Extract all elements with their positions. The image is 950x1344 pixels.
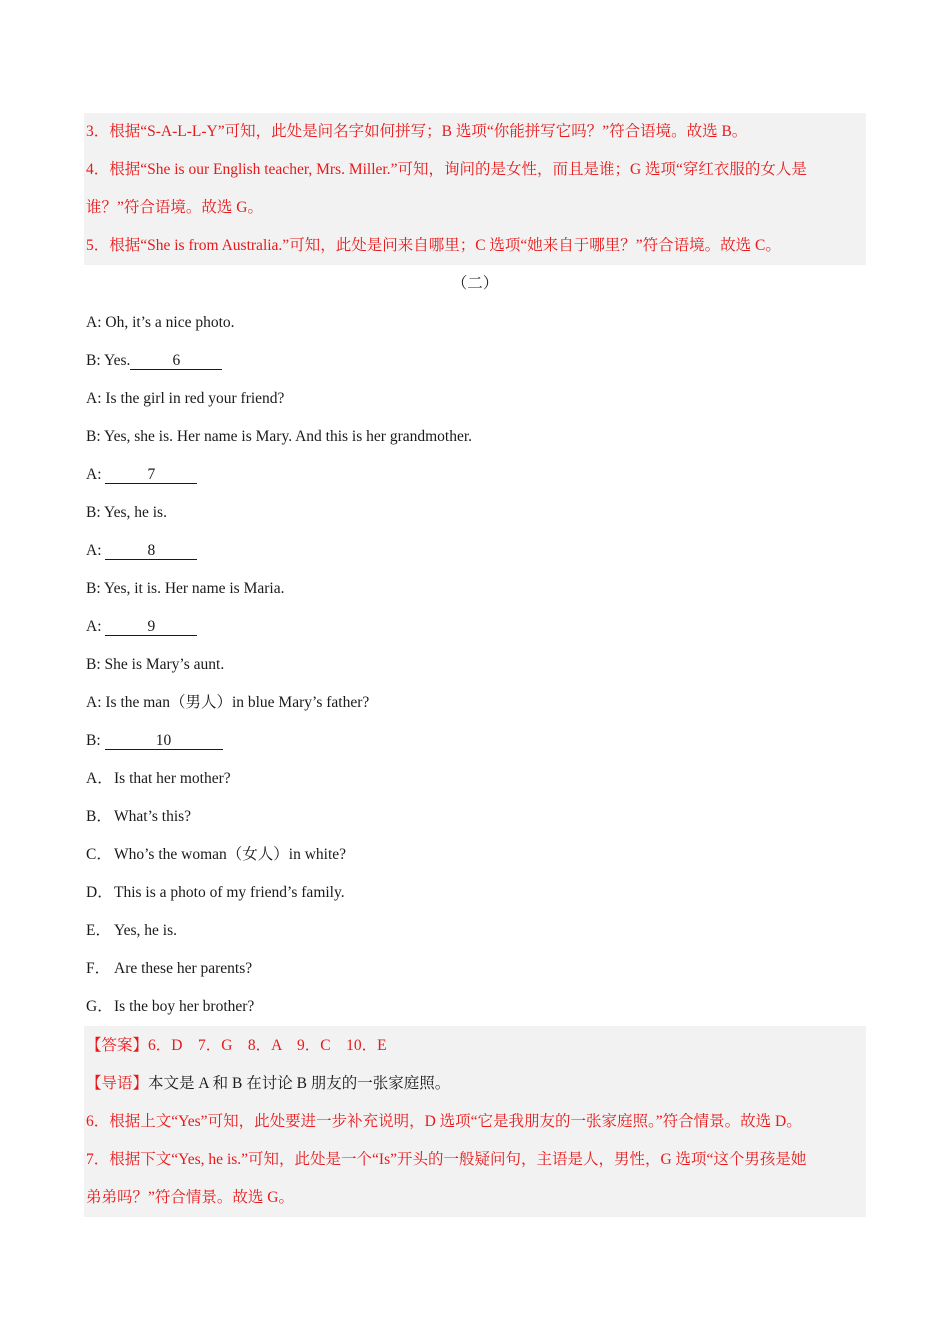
explanation-line: 谁？”符合语境。故选 G。 xyxy=(86,199,263,216)
option-text: Yes, he is. xyxy=(114,922,178,939)
dialogue-text: A: xyxy=(86,466,106,483)
dialogue-line xyxy=(86,570,866,608)
option-letter: G． xyxy=(86,998,113,1015)
option-item xyxy=(86,836,866,874)
option-item xyxy=(86,988,866,1026)
dialogue-line xyxy=(86,304,866,342)
option-text: This is a photo of my friend’s family. xyxy=(114,884,345,901)
guide-label: 【导语】 xyxy=(86,1075,149,1092)
explanation-line: 6．根据上文“Yes”可知，此处要进一步补充说明，D 选项“它是我朋友的一张家庭照。”符合情景。故选 D。 xyxy=(86,1113,802,1130)
option-text: Is the boy her brother? xyxy=(114,998,255,1015)
option-letter: D． xyxy=(86,884,113,901)
dialogue-text: A: xyxy=(86,542,106,559)
option-text: Is that her mother? xyxy=(114,770,231,787)
guide-line xyxy=(86,1065,866,1103)
option-letter: A． xyxy=(86,770,113,787)
explanation-line: 3．根据“S-A-L-L-Y”可知，此处是问名字如何拼写；B 选项“你能拼写它吗？”符合语境。故选 B。 xyxy=(86,123,748,140)
option-letter: E． xyxy=(86,922,111,939)
dialogue-text: B: Yes, it is. Her name is Maria. xyxy=(86,580,285,597)
option-item xyxy=(86,912,866,950)
dialogue-line xyxy=(86,608,866,646)
option-text: What’s this? xyxy=(114,808,192,825)
dialogue-text: A: Is the girl in red your friend? xyxy=(86,390,285,407)
answer-label: 【答案】 xyxy=(86,1037,149,1054)
explanation-line: 5．根据“She is from Australia.”可知，此处是问来自哪里；C 选项“她来自于哪里？”符合语境。故选 C。 xyxy=(86,237,781,254)
dialogue-text: B: Yes. xyxy=(86,352,131,369)
option-item xyxy=(86,950,866,988)
dialogue-text: A: Is the man（男人）in blue Mary’s father? xyxy=(86,694,370,711)
option-text: Who’s the woman（女人）in white? xyxy=(114,846,347,863)
answer-blank[interactable]: 10 xyxy=(105,733,223,750)
dialogue-line xyxy=(86,532,866,570)
option-item xyxy=(86,760,866,798)
dialogue-line xyxy=(86,418,866,456)
dialogue-text: B: Yes, he is. xyxy=(86,504,167,521)
dialogue-text: A: Oh, it’s a nice photo. xyxy=(86,314,235,331)
dialogue-line xyxy=(86,380,866,418)
answer-blank[interactable]: 6 xyxy=(130,353,222,370)
dialogue-text: B: Yes, she is. Her name is Mary. And this is her grandmother. xyxy=(86,428,473,445)
answer-text: 6．D 7．G 8．A 9．C 10．E xyxy=(148,1037,387,1054)
answer-blank[interactable]: 8 xyxy=(105,543,197,560)
explanation-line: 7．根据下文“Yes, he is.”可知，此处是一个“Is”开头的一般疑问句，主语是人，男性，G 选项“这个男孩是她 xyxy=(86,1151,807,1168)
dialogue-line xyxy=(86,456,866,494)
dialogue-line xyxy=(86,494,866,532)
answer-blank[interactable]: 9 xyxy=(105,619,197,636)
answer-blank[interactable]: 7 xyxy=(105,467,197,484)
option-item xyxy=(86,874,866,912)
dialogue-line xyxy=(86,342,866,380)
option-item xyxy=(86,798,866,836)
dialogue-line xyxy=(86,722,866,760)
dialogue-text: B: She is Mary’s aunt. xyxy=(86,656,225,673)
option-text: Are these her parents? xyxy=(114,960,253,977)
dialogue-text: B: xyxy=(86,732,105,749)
dialogue-line xyxy=(86,646,866,684)
explanation-line: 弟弟吗？”符合情景。故选 G。 xyxy=(86,1189,294,1206)
explanation-line: 4．根据“She is our English teacher, Mrs. Miller.”可知，询问的是女性，而且是谁；G 选项“穿红衣服的女人是 xyxy=(86,161,807,178)
dialogue-text: A: xyxy=(86,618,106,635)
guide-text: 本文是 A 和 B 在讨论 B 朋友的一张家庭照。 xyxy=(148,1075,451,1092)
dialogue-line xyxy=(86,684,866,722)
option-letter: B． xyxy=(86,808,112,825)
answer-line xyxy=(86,1027,866,1065)
section-heading: （二） xyxy=(451,275,499,292)
option-letter: C． xyxy=(86,846,112,863)
option-letter: F． xyxy=(86,960,111,977)
